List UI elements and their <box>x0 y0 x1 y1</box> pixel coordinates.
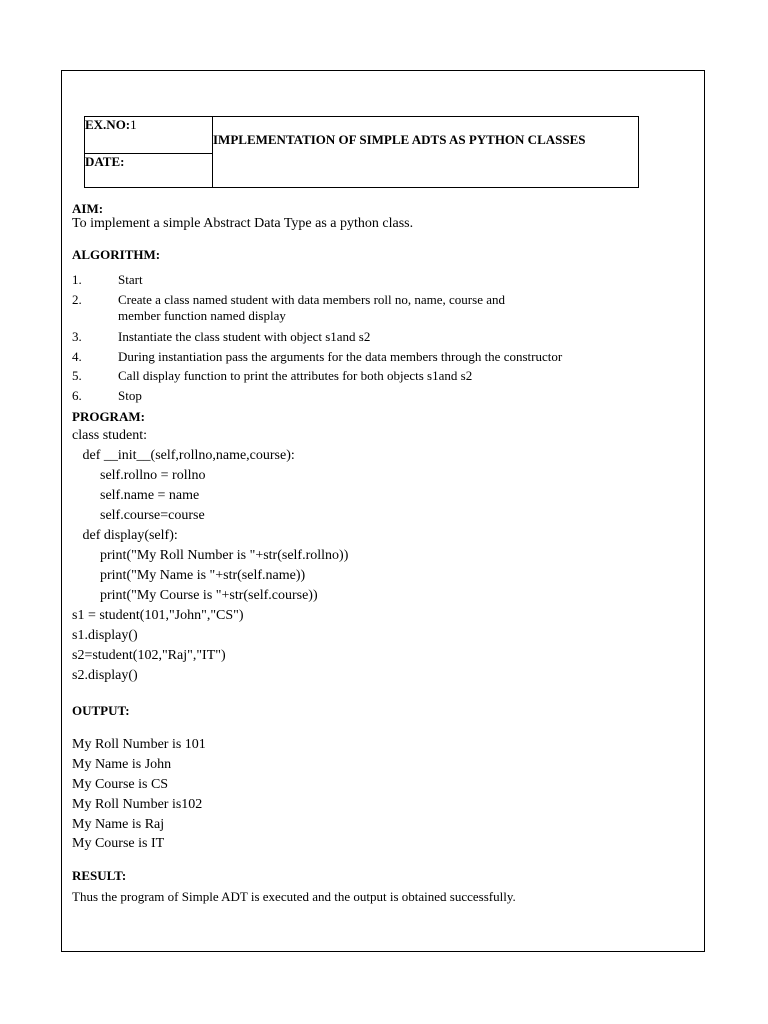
code-line: s2=student(102,"Raj","IT") <box>72 648 226 663</box>
exno-label: EX.NO: <box>85 117 131 132</box>
output-line: My Name is John <box>72 757 172 772</box>
step-text: Instantiate the class student with object s1and s2 <box>118 329 371 344</box>
code-line: print("My Course is "+str(self.course)) <box>72 588 318 603</box>
step-text: Stop <box>118 388 142 403</box>
output-line: My Roll Number is102 <box>72 797 203 812</box>
code-line: s1 = student(101,"John","CS") <box>72 608 244 623</box>
step-number: 1. <box>72 272 82 287</box>
step-number: 3. <box>72 329 82 344</box>
output-line: My Roll Number is 101 <box>72 737 206 752</box>
output-line: My Name is Raj <box>72 817 165 832</box>
code-line: class student: <box>72 428 148 443</box>
step-text: Create a class named student with data members roll no, name, course and member function named display <box>118 292 505 323</box>
step-number: 5. <box>72 368 82 383</box>
code-line: self.course=course <box>72 508 205 523</box>
code-line: print("My Roll Number is "+str(self.rollno)) <box>72 548 349 563</box>
output-heading: OUTPUT: <box>72 703 130 718</box>
algorithm-heading: ALGORITHM: <box>72 247 161 262</box>
output-line: My Course is CS <box>72 777 169 792</box>
step-number: 6. <box>72 388 82 403</box>
step-number: 4. <box>72 349 82 364</box>
exno-value: 1 <box>130 117 137 132</box>
program-heading: PROGRAM: <box>72 409 145 424</box>
code-line: self.name = name <box>72 488 200 503</box>
date-label: DATE: <box>85 154 125 169</box>
code-line: s1.display() <box>72 628 138 643</box>
aim-text: To implement a simple Abstract Data Type as a python class. <box>72 216 414 231</box>
code-line: s2.display() <box>72 668 138 683</box>
header-table <box>84 116 639 188</box>
document-title: IMPLEMENTATION OF SIMPLE ADTS AS PYTHON CLASSES <box>213 132 586 147</box>
step-number: 2. <box>72 292 82 307</box>
step-text: Start <box>118 272 143 287</box>
result-text: Thus the program of Simple ADT is executed and the output is obtained successfully. <box>72 889 516 904</box>
code-line: self.rollno = rollno <box>72 468 206 483</box>
code-line: print("My Name is "+str(self.name)) <box>72 568 306 583</box>
code-line: def display(self): <box>72 528 178 543</box>
code-line: def __init__(self,rollno,name,course): <box>72 448 295 463</box>
step-text: Call display function to print the attributes for both objects s1and s2 <box>118 368 473 383</box>
aim-heading: AIM: <box>72 201 104 216</box>
output-line: My Course is IT <box>72 836 165 851</box>
exno-cell <box>85 117 137 133</box>
result-heading: RESULT: <box>72 868 127 883</box>
step-text: During instantiation pass the arguments for the data members through the constructor <box>118 349 563 364</box>
